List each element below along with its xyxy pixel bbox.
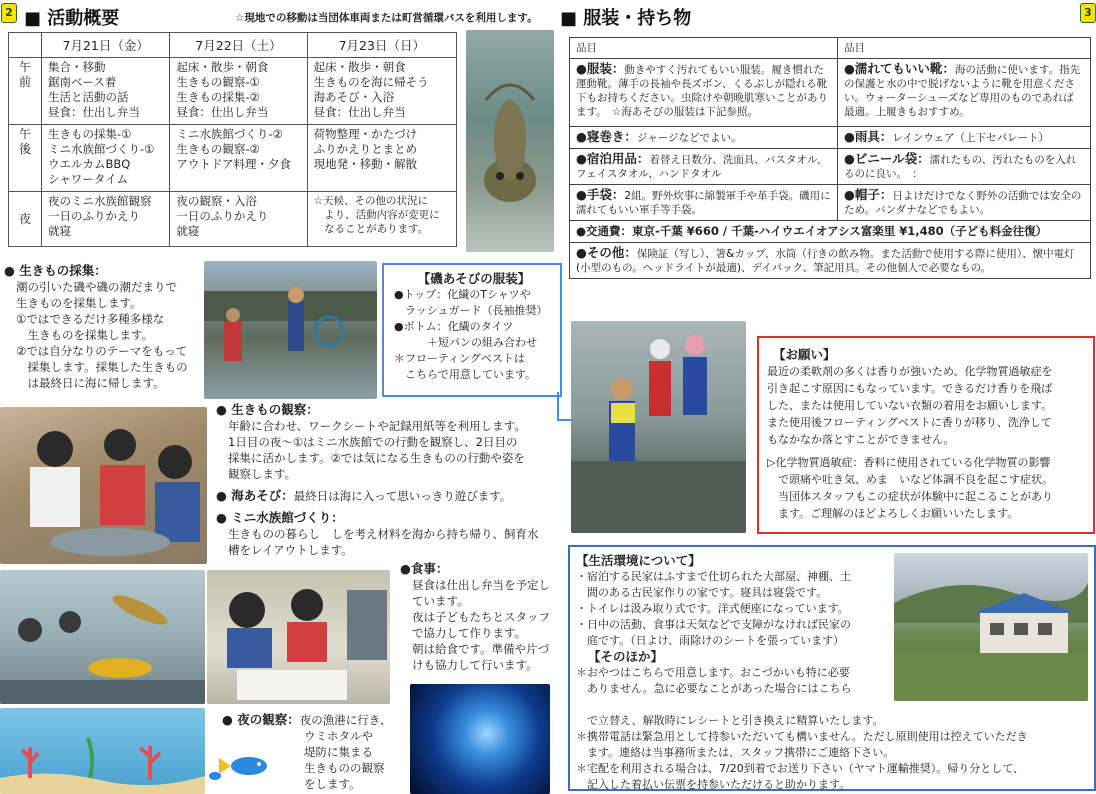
- item-name: ●帽子：: [844, 187, 893, 202]
- clothing-title: ■ 服装・持ち物: [560, 8, 692, 29]
- night-line: 生きものの観察: [304, 761, 385, 775]
- item-name: ●服装：: [576, 61, 625, 76]
- collect-line: 潮の引いた磯や磯の潮だまりで: [16, 280, 177, 294]
- night-line: 堤防に集まる: [304, 745, 373, 759]
- item-desc: 着替え日数分、洗面具、バスタオル、フェイスタオル、ハンドタオル: [576, 154, 828, 180]
- row-label-morning: 午 前: [9, 58, 42, 125]
- observe-heading: ● 生きもの観察：: [216, 402, 319, 417]
- other-line: ＊宅配を利用される場合は、7/20到着でお送り下さい（ヤマト運輸推奨）。帰り分として、: [576, 762, 1024, 775]
- other-line: で立替え、解散時にレシートと引き換えに精算いたします。: [576, 714, 884, 727]
- clothing-item-shoes: [838, 59, 1091, 127]
- iso-clothing-line: ●トップ：化繊のTシャツや: [394, 288, 531, 301]
- item-desc: 海の活動に使います。指先の保護と水の中で脱げないように靴を用意ください。ウォーターシューズなど専用のものであれば最適。上履きもおすすめ。: [844, 64, 1081, 118]
- meals-line: ています。: [412, 594, 469, 608]
- collect-line: 採集します。採集した生きもの: [16, 360, 188, 374]
- living-line: 庭です。（日よけ、雨除けのシートを張っています）: [576, 634, 845, 647]
- observe-line: 観察します。: [228, 467, 297, 481]
- kids-rock-photo: [571, 321, 746, 533]
- living-line: ・トイレは汲み取り式です。洋式便座になっています。: [576, 602, 849, 615]
- observe-line: 年齢に合わせ、ワークシートや記録用紙等を利用します。: [228, 419, 526, 433]
- schedule-cell: ☆天候、その他の状況に より、活動内容が変更に なることがあります。: [307, 192, 456, 247]
- other-title: 【そのほか】: [588, 649, 664, 664]
- clothing-item-bag: [838, 149, 1091, 185]
- night-heading: ● 夜の観察：: [222, 712, 300, 727]
- schedule-cell: 集合・移動 鋸南ベース着 生活と活動の話 昼食：仕出し弁当: [42, 58, 170, 125]
- collect-line: は最終日に海に帰します。: [16, 376, 165, 390]
- item-name: ●寝巻き：: [576, 129, 637, 144]
- row-label-afternoon: 午 後: [9, 125, 42, 192]
- iso-clothing-line: ラッシュガード（長袖推奨）: [394, 304, 548, 317]
- clothing-item-wear: [570, 59, 838, 127]
- fish-photo: [466, 30, 554, 252]
- item-desc: 2組。野外炊事に綿製軍手や革手袋。磯用に濡れてもいい軍手等手袋。: [576, 190, 831, 216]
- underwater-illustration: [0, 708, 205, 794]
- iso-clothing-line: ●ボトム：化繊のタイツ: [394, 320, 514, 333]
- item-desc: 保険証（写し）、箸&カップ、水筒（行きの飲み物。また活動で使用する際に使用）、懐中電灯(小型のもの。ヘッドライトが最適)、デイパック、筆記用具。その他個人で必要なもの。: [576, 248, 1075, 274]
- other-line: 記入した着払い伝票を持参いただけると助かります。: [576, 778, 851, 791]
- day-1-header: 7月21日（金）: [42, 33, 170, 58]
- aquarium-building-photo: [207, 570, 390, 704]
- item-name: ●濡れてもいい靴：: [844, 61, 955, 76]
- living-line: 間のある古民家作りの家です。寝具は寝袋です。: [576, 586, 828, 599]
- observe-line: 1日目の夜〜①はミニ水族館での行動を観察し、2日目の: [228, 435, 518, 449]
- clothing-col-head: 品目: [838, 38, 1091, 59]
- item-desc: レインウェア（上下セパレート）: [892, 132, 1049, 144]
- collect-line: ①ではできるだけ多種多様な: [16, 312, 165, 326]
- day-2-header: 7月22日（土）: [170, 33, 307, 58]
- item-desc: ジャージなどでよい。: [636, 132, 742, 144]
- clothing-item-rain: [838, 127, 1091, 149]
- schedule-cell: 夜のミニ水族館観察 一日のふりかえり 就寝: [42, 192, 170, 247]
- transport-note: ☆現地での移動は当団体車両または町営循環バスを利用します。: [235, 12, 538, 24]
- living-box: [568, 545, 1096, 791]
- sea-play-heading: ● 海あそび：: [216, 488, 294, 503]
- activity-title: ■ 活動概要: [24, 8, 120, 29]
- item-name: ●手袋：: [576, 187, 625, 202]
- iso-clothing-title: 【磯あそびの服装】: [417, 271, 531, 286]
- collect-heading: ● 生きもの採集：: [4, 263, 107, 278]
- aquarium-heading: ● ミニ水族館づくり：: [216, 510, 344, 525]
- collect-line: ②では自分なりのテーマをもって: [16, 344, 188, 358]
- clothing-table: [569, 37, 1091, 279]
- meals-heading: ●食事：: [400, 561, 449, 576]
- clothing-item-pajamas: [570, 127, 838, 149]
- item-name: ●雨具：: [844, 129, 893, 144]
- request-line: また使用後フローティングベストに香りが移り、洗浄して: [767, 416, 1052, 429]
- observing-photo: [0, 407, 207, 564]
- item-name: ●その他：: [576, 245, 637, 260]
- aquarium-photo: [0, 570, 205, 704]
- item-name: ●宿泊用品：: [576, 151, 650, 166]
- other-line: ます。連絡は当事務所または、スタッフ携帯にご連絡下さい。: [576, 746, 895, 759]
- sea-play-text: 最終日は海に入って思いっきり遊びます。: [293, 489, 512, 503]
- page-number-left: 2: [1, 3, 17, 23]
- meals-section: [400, 561, 562, 673]
- sea-firefly-photo: [410, 684, 550, 794]
- iso-clothing-line: ＊フローティングベストは: [394, 352, 525, 365]
- fare-row: ●交通費：東京-千葉 ¥660 / 千葉-ハイウエイオアシス富楽里 ¥1,480（子ども料金往復）: [570, 221, 1091, 243]
- observe-line: 採集に活かします。②では気になる生きものの行動や姿を: [228, 451, 525, 465]
- request-note: ▷化学物質過敏症：香料に使用されている化学物質の影響: [767, 456, 1051, 469]
- item-desc: 濡れたもの、汚れたものを入れるのに良い。 ：: [844, 154, 1077, 180]
- schedule-cell: 起床・散歩・朝食 生きものを海に帰そう 海あそび・入浴 昼食：仕出し弁当: [307, 58, 456, 125]
- day-3-header: 7月23日（日）: [307, 33, 456, 58]
- schedule-cell: ミニ水族館づくり-② 生きもの観察-② アウトドア料理・夕食: [170, 125, 307, 192]
- meals-line: で協力して作ります。: [412, 626, 527, 640]
- night-section: [222, 712, 402, 792]
- other-line: ＊おやつはこちらで用意します。おこづかいも特に必要: [576, 666, 850, 679]
- living-line: ・日中の活動、食事は天気などで支障がなければ民家の: [576, 618, 851, 631]
- schedule-cell: 起床・散歩・朝食 生きもの観察-① 生きもの採集-② 昼食：仕出し弁当: [170, 58, 307, 125]
- clothing-item-gloves: [570, 185, 838, 221]
- iso-clothing-box: [382, 263, 562, 397]
- clothing-item-hat: [838, 185, 1091, 221]
- request-line: 引き起こす原因にもなっています。できるだけ香りを飛ば: [767, 382, 1053, 395]
- request-note: ます。ご理解のほどよろしくお願いいたします。: [767, 507, 1019, 520]
- request-note: 当団体スタッフもこの症状が体験中に起こることがあり: [767, 490, 1053, 503]
- observe-section: [216, 402, 546, 558]
- collect-section: [4, 263, 199, 391]
- collect-line: 生きものを採集します。: [16, 296, 142, 310]
- iso-clothing-line: こちらで用意しています。: [394, 368, 537, 381]
- request-note: で頭痛や吐き気、めま いなど体調不良を起こす症状。: [767, 473, 1053, 486]
- item-name: ●ビニール袋：: [844, 151, 930, 166]
- aquarium-line: 生きものの暮らし しを考え材料を海から持ち帰り、飼育水: [228, 527, 539, 541]
- item-desc: 動きやすく汚れてもいい服装。履き慣れた運動靴。薄手の長袖や長ズボン、くるぶしが隠れる靴下もお持ちください。虫除けや朝晩肌寒いことがあります。 ☆海あそびの服装は下記参照。: [576, 64, 828, 118]
- clothing-item-lodging: [570, 149, 838, 185]
- schedule-cell: 荷物整理・かたづけ ふりかえりとまとめ 現地発・移動・解散: [307, 125, 456, 192]
- living-line: ・宿泊する民家はふすまで仕切られた大部屋、神棚、土: [576, 570, 851, 583]
- meals-line: けも協力して行います。: [412, 658, 538, 672]
- living-title: 【生活環境について】: [576, 553, 701, 568]
- iso-clothing-line: ＋短パンの組み合わせ: [394, 336, 537, 349]
- row-label-night: 夜: [9, 192, 42, 247]
- other-line: ありません。急に必要なことがあった場合にはこちら: [576, 682, 852, 695]
- meals-line: 朝は給食です。準備や片づ: [412, 642, 550, 656]
- collect-line: 生きものを採集します。: [16, 328, 154, 342]
- schedule-cell: 生きもの採集-① ミニ水族館づくり-① ウエルカムBBQ シャワータイム: [42, 125, 170, 192]
- page-number-right: 3: [1080, 3, 1096, 23]
- aquarium-line: 槽をレイアウトします。: [228, 543, 353, 557]
- clothing-col-head: 品目: [570, 38, 838, 59]
- item-desc: 日よけだけでなく野外の活動では安全のため。バンダナなどでもよい。: [844, 190, 1082, 216]
- clothing-item-other: [570, 243, 1091, 279]
- request-title: 【お願い】: [773, 347, 836, 362]
- meals-line: 昼食は仕出し弁当を予定し: [412, 578, 550, 592]
- other-line: ＊携帯電話は緊急用として持参いただいても構いません。ただし原則使用は控えていただき: [576, 730, 1028, 743]
- house-photo: [894, 553, 1088, 701]
- request-line: 最近の柔軟剤の多くは香りが強いため、化学物質過敏症を: [767, 365, 1053, 378]
- night-line: 夜の漁港に行き、: [299, 713, 392, 727]
- schedule-table: [8, 32, 457, 247]
- request-line: もなかなか落とすことができません。: [767, 433, 955, 446]
- night-line: をします。: [304, 777, 361, 791]
- meals-line: 夜は子どもたちとスタッフ: [412, 610, 550, 624]
- night-line: ウミホタルや: [304, 729, 373, 743]
- tidepool-photo: [204, 261, 377, 399]
- request-box: [757, 336, 1095, 534]
- schedule-cell: 夜の観察・入浴 一日のふりかえり 就寝: [170, 192, 307, 247]
- request-line: した、または使用していない衣類の着用をお願いします。: [767, 399, 1053, 412]
